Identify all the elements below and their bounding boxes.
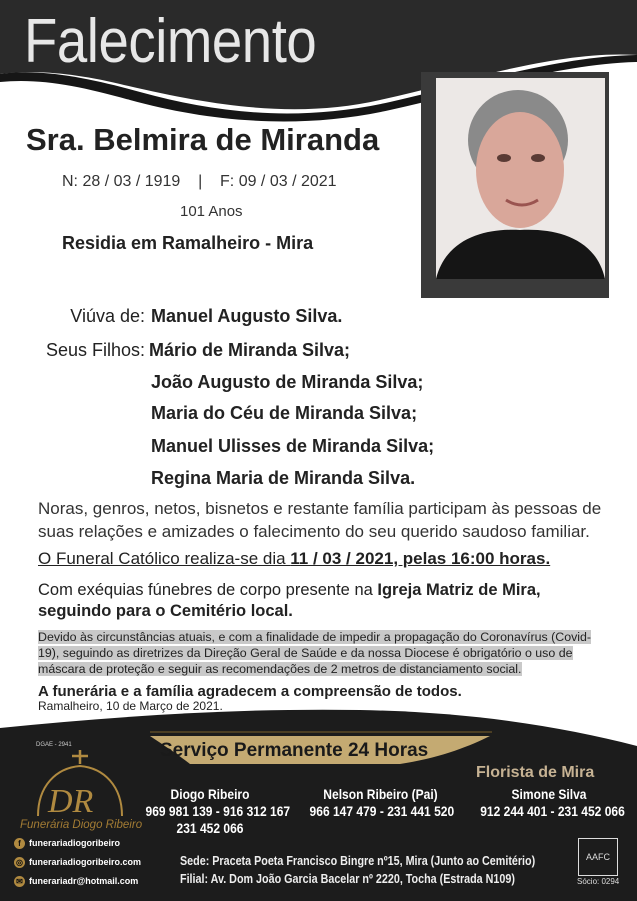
place-date: Ramalheiro, 10 de Março de 2021.	[38, 699, 223, 713]
contact-simone	[480, 786, 625, 820]
social-text: funerariadiogoribeiro.com	[29, 857, 142, 867]
contact-phones: 966 147 479 - 231 441 520	[309, 803, 455, 819]
contact-phones-2: 231 452 066	[176, 820, 244, 836]
child-name: Manuel Ulisses de Miranda Silva;	[151, 436, 435, 456]
widow-label: Viúva de:	[70, 306, 145, 326]
social-email[interactable]	[14, 876, 138, 887]
social-facebook[interactable]	[14, 838, 120, 849]
thanks-text: A funerária e a família agradecem a compreensão de todos.	[38, 683, 462, 700]
funeral-text: O Funeral Católico realiza-se dia	[38, 549, 291, 568]
contact-diogo	[145, 786, 291, 837]
facebook-icon: f	[14, 838, 25, 849]
member-number: Sócio: 0294	[577, 877, 620, 886]
portrait-photo	[436, 78, 605, 279]
child-name: Maria do Céu de Miranda Silva;	[151, 403, 418, 423]
logo-name: Funerária Diogo Ribeiro	[20, 819, 143, 831]
widow-name: Manuel Augusto Silva.	[151, 306, 343, 326]
children-label: Seus Filhos:	[45, 340, 145, 360]
logo-monogram: DR	[48, 783, 94, 820]
child-name: Regina Maria de Miranda Silva.	[151, 468, 416, 488]
exequias-text: Com exéquias fúnebres de corpo presente na	[38, 581, 378, 599]
contact-phones: 969 981 139 - 916 312 167	[145, 803, 291, 819]
funeral-info	[38, 549, 550, 569]
contact-name: Diogo Ribeiro	[170, 786, 250, 802]
funeral-datetime: 11 / 03 / 2021, pelas 16:00 horas.	[290, 549, 551, 568]
social-instagram[interactable]	[14, 857, 141, 868]
contact-nelson	[309, 786, 455, 820]
contact-phones: 912 244 401 - 231 452 066	[480, 803, 625, 819]
family-announcement: Noras, genros, netos, bisnetos e restante família participam às pessoas de suas relações e amizades o falecimento do seu querido saudoso familiar.	[38, 499, 602, 541]
service-banner: Serviço Permanente 24 Horas	[160, 740, 429, 761]
exequias-location: Igreja Matriz de Mira, seguindo para o Cemitério local.	[38, 581, 541, 620]
dgae-code: DGAE - 2941	[36, 742, 72, 748]
page-title: Falecimento	[24, 7, 317, 76]
child-name: João Augusto de Miranda Silva;	[151, 372, 424, 392]
age: 101 Anos	[180, 203, 243, 220]
florista-brand: Florista de Mira	[476, 764, 595, 781]
instagram-icon: ◎	[14, 857, 25, 868]
mail-icon: ✉	[14, 876, 25, 887]
contact-name: Nelson Ribeiro (Pai)	[323, 786, 438, 802]
birth-death-dates: N: 28 / 03 / 1919 | F: 09 / 03 / 2021	[62, 173, 337, 190]
covid-notice	[38, 629, 602, 677]
association-logo: AAFC	[578, 838, 618, 876]
contact-name: Simone Silva	[511, 786, 587, 802]
social-text: funerariadiogoribeiro	[29, 838, 121, 848]
child-name: Mário de Miranda Silva;	[149, 340, 351, 360]
social-text: funerariadr@hotmail.com	[29, 876, 139, 886]
deceased-name: Sra. Belmira de Miranda	[26, 122, 380, 157]
residence: Residia em Ramalheiro - Mira	[62, 233, 314, 253]
covid-notice-text: Devido às circunstâncias atuais, e com a finalidade de impedir a propagação do Coronavírus (Covid-19), seguindo as diretrizes da Direção Geral de Saúde e da nossa Diocese é obrigatório o uso de máscara de proteção e seguir as recomendações de 2 metros de distanciamento social.	[38, 630, 592, 676]
filial-address: Filial: Av. Dom João Garcia Bacelar nº 2220, Tocha (Estrada N109)	[180, 872, 515, 886]
exequias-info	[38, 580, 608, 622]
sede-address: Sede: Praceta Poeta Francisco Bingre nº15, Mira (Junto ao Cemitério)	[180, 854, 536, 868]
